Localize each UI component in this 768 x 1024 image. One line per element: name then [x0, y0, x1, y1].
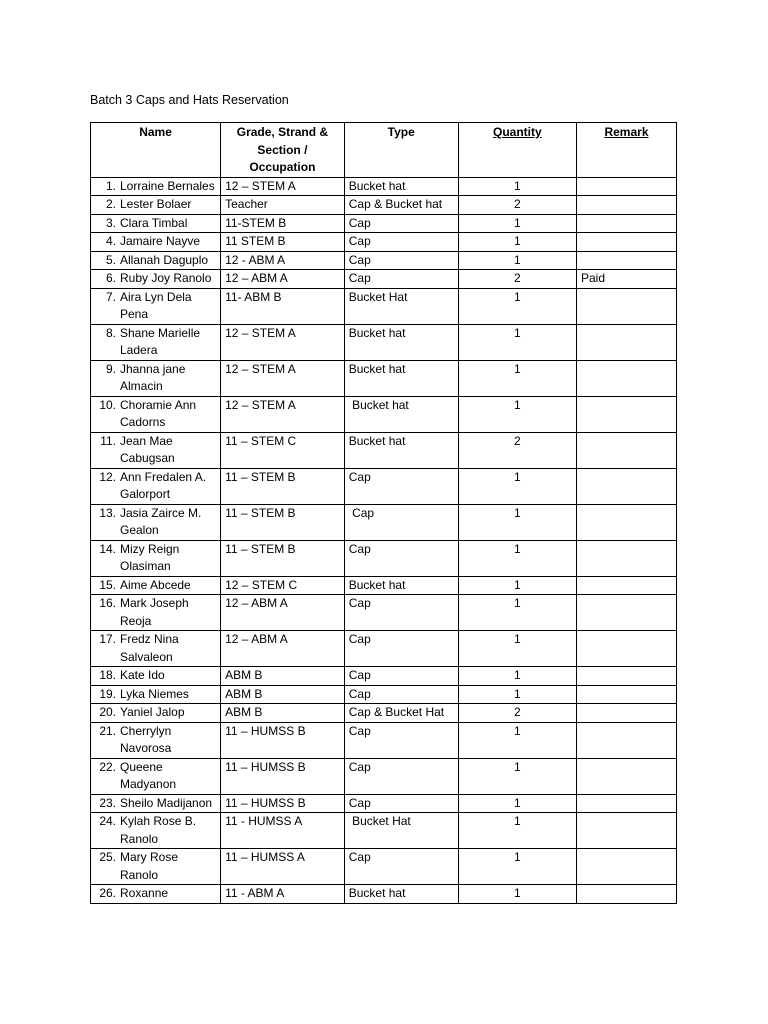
remark-cell	[576, 722, 676, 758]
remark-cell	[576, 177, 676, 196]
grade-cell: 11 – HUMSS A	[221, 849, 345, 885]
person-name: Roxanne	[120, 886, 169, 900]
person-name: Queene Madyanon	[120, 759, 177, 791]
table-header-row	[91, 123, 677, 178]
quantity-cell: 1	[458, 251, 576, 270]
table-row	[91, 813, 677, 849]
type-cell: Cap	[344, 794, 458, 813]
table-row	[91, 685, 677, 704]
name-cell	[91, 595, 221, 631]
name-cell	[91, 849, 221, 885]
quantity-cell: 1	[458, 631, 576, 667]
table-row	[91, 722, 677, 758]
table-row	[91, 468, 677, 504]
remark-cell	[576, 685, 676, 704]
quantity-cell: 1	[458, 667, 576, 686]
type-cell: Cap	[344, 631, 458, 667]
row-number: 10.	[99, 397, 116, 412]
type-cell: Bucket Hat	[344, 288, 458, 324]
row-number: 4.	[105, 234, 116, 248]
quantity-cell: 1	[458, 758, 576, 794]
row-number: 9.	[105, 361, 116, 376]
name-cell	[91, 324, 221, 360]
type-cell: Bucket Hat	[344, 813, 458, 849]
quantity-cell: 1	[458, 468, 576, 504]
name-cell	[91, 288, 221, 324]
table-row	[91, 504, 677, 540]
name-cell	[91, 468, 221, 504]
grade-cell: 11 – HUMSS B	[221, 794, 345, 813]
person-name: Jhanna jane Almacin	[120, 361, 186, 393]
row-number: 3.	[105, 215, 116, 230]
remark-cell	[576, 704, 676, 723]
remark-cell	[576, 813, 676, 849]
grade-cell: ABM B	[221, 685, 345, 704]
name-cell	[91, 794, 221, 813]
table-row	[91, 849, 677, 885]
type-cell: Cap	[344, 595, 458, 631]
table-row	[91, 667, 677, 686]
name-cell	[91, 233, 221, 252]
grade-cell: 12 – ABM A	[221, 631, 345, 667]
table-row	[91, 177, 677, 196]
person-name: Mark Joseph Reoja	[120, 596, 189, 628]
remark-cell	[576, 196, 676, 215]
remark-cell	[576, 233, 676, 252]
type-cell: Bucket hat	[344, 885, 458, 904]
person-name: Shane Marielle Ladera	[120, 325, 201, 357]
person-name: Jasia Zairce M. Gealon	[120, 505, 202, 537]
person-name: Lyka Niemes	[120, 686, 189, 701]
grade-cell: 12 – STEM A	[221, 177, 345, 196]
quantity-cell: 1	[458, 540, 576, 576]
table-row	[91, 324, 677, 360]
grade-cell: 12 - ABM A	[221, 251, 345, 270]
type-cell: Cap	[344, 468, 458, 504]
person-name: Mary Rose Ranolo	[120, 850, 179, 882]
row-number: 15.	[99, 577, 116, 592]
table-row	[91, 631, 677, 667]
name-cell	[91, 432, 221, 468]
person-name: Allanah Daguplo	[120, 252, 209, 267]
row-number: 23.	[99, 795, 116, 810]
row-number: 19.	[99, 686, 116, 701]
person-name: Jamaire Nayve	[120, 234, 201, 248]
row-number: 26.	[99, 886, 116, 900]
grade-cell: 11-STEM B	[221, 214, 345, 233]
remark-cell	[576, 432, 676, 468]
name-cell	[91, 667, 221, 686]
type-cell: Cap	[344, 233, 458, 252]
quantity-cell: 1	[458, 360, 576, 396]
header-remark: Remark	[576, 123, 676, 178]
person-name: Choramie Ann Cadorns	[120, 397, 197, 429]
grade-cell: 11- ABM B	[221, 288, 345, 324]
name-cell	[91, 396, 221, 432]
table-row	[91, 794, 677, 813]
grade-cell: 12 – STEM C	[221, 576, 345, 595]
row-number: 5.	[105, 252, 116, 267]
remark-cell	[576, 595, 676, 631]
type-cell: Cap	[344, 685, 458, 704]
type-cell: Bucket hat	[344, 576, 458, 595]
person-name: Jean Mae Cabugsan	[120, 433, 175, 465]
name-cell	[91, 177, 221, 196]
table-row	[91, 396, 677, 432]
type-cell: Cap	[344, 251, 458, 270]
table-row	[91, 360, 677, 396]
type-cell: Cap	[344, 849, 458, 885]
row-number: 20.	[99, 705, 116, 719]
row-number: 6.	[105, 271, 116, 285]
grade-cell: 11 - ABM A	[221, 885, 345, 904]
grade-cell: 11 – STEM B	[221, 504, 345, 540]
quantity-cell: 2	[458, 270, 576, 289]
person-name: Kylah Rose B. Ranolo	[120, 814, 197, 846]
name-cell	[91, 270, 221, 289]
remark-cell	[576, 794, 676, 813]
remark-cell	[576, 214, 676, 233]
name-cell	[91, 685, 221, 704]
row-number: 7.	[105, 289, 116, 304]
name-cell	[91, 540, 221, 576]
row-number: 8.	[105, 325, 116, 340]
grade-cell: Teacher	[221, 196, 345, 215]
quantity-cell: 1	[458, 685, 576, 704]
type-cell: Cap	[344, 270, 458, 289]
remark-cell	[576, 504, 676, 540]
remark-cell	[576, 667, 676, 686]
quantity-cell: 2	[458, 432, 576, 468]
quantity-cell: 1	[458, 288, 576, 324]
table-row	[91, 576, 677, 595]
grade-cell: 11 STEM B	[221, 233, 345, 252]
remark-cell	[576, 576, 676, 595]
quantity-cell: 1	[458, 504, 576, 540]
header-quantity: Quantity	[458, 123, 576, 178]
person-name: Aime Abcede	[120, 577, 191, 592]
quantity-cell: 1	[458, 595, 576, 631]
quantity-cell: 1	[458, 849, 576, 885]
grade-cell: ABM B	[221, 704, 345, 723]
grade-cell: ABM B	[221, 667, 345, 686]
row-number: 2.	[105, 197, 116, 211]
remark-cell	[576, 251, 676, 270]
person-name: Lester Bolaer	[120, 197, 192, 211]
row-number: 18.	[99, 668, 116, 682]
header-name: Name	[91, 123, 221, 178]
row-number: 24.	[99, 814, 116, 828]
type-cell: Bucket hat	[344, 360, 458, 396]
remark-cell	[576, 758, 676, 794]
grade-cell: 12 – ABM A	[221, 595, 345, 631]
name-cell	[91, 704, 221, 723]
table-row	[91, 595, 677, 631]
row-number: 11.	[100, 433, 116, 448]
quantity-cell: 1	[458, 233, 576, 252]
quantity-cell: 1	[458, 214, 576, 233]
row-number: 25.	[99, 850, 116, 864]
remark-cell	[576, 849, 676, 885]
remark-cell	[576, 540, 676, 576]
table-row	[91, 704, 677, 723]
name-cell	[91, 758, 221, 794]
row-number: 13.	[99, 505, 116, 520]
header-type: Type	[344, 123, 458, 178]
name-cell	[91, 576, 221, 595]
remark-cell: Paid	[576, 270, 676, 289]
type-cell: Cap & Bucket Hat	[344, 704, 458, 723]
table-row	[91, 251, 677, 270]
type-cell: Cap	[344, 722, 458, 758]
remark-cell	[576, 360, 676, 396]
person-name: Cherrylyn Navorosa	[120, 723, 172, 755]
quantity-cell: 2	[458, 704, 576, 723]
quantity-cell: 1	[458, 794, 576, 813]
row-number: 12.	[99, 469, 116, 484]
person-name: Ann Fredalen A. Galorport	[120, 469, 207, 501]
name-cell	[91, 631, 221, 667]
grade-cell: 11 – STEM B	[221, 468, 345, 504]
person-name: Fredz Nina Salvaleon	[120, 632, 179, 664]
name-cell	[91, 251, 221, 270]
quantity-cell: 1	[458, 576, 576, 595]
table-row	[91, 432, 677, 468]
row-number: 17.	[99, 632, 116, 646]
quantity-cell: 1	[458, 722, 576, 758]
table-row	[91, 233, 677, 252]
table-row	[91, 196, 677, 215]
remark-cell	[576, 631, 676, 667]
name-cell	[91, 214, 221, 233]
table-row	[91, 885, 677, 904]
person-name: Mizy Reign Olasiman	[120, 541, 180, 573]
type-cell: Bucket hat	[344, 396, 458, 432]
header-grade: Grade, Strand & Section / Occupation	[221, 123, 345, 178]
person-name: Yaniel Jalop	[120, 705, 185, 719]
row-number: 21.	[99, 723, 116, 738]
row-number: 22.	[99, 759, 116, 774]
remark-cell	[576, 288, 676, 324]
type-cell: Cap	[344, 540, 458, 576]
grade-cell: 11 - HUMSS A	[221, 813, 345, 849]
person-name: Kate Ido	[120, 668, 165, 682]
name-cell	[91, 504, 221, 540]
type-cell: Cap	[344, 667, 458, 686]
name-cell	[91, 813, 221, 849]
remark-cell	[576, 468, 676, 504]
grade-cell: 12 – ABM A	[221, 270, 345, 289]
person-name: Lorraine Bernales	[120, 178, 215, 193]
table-row	[91, 270, 677, 289]
person-name: Sheilo Madijanon	[120, 795, 213, 810]
row-number: 1.	[105, 178, 116, 193]
grade-cell: 11 – HUMSS B	[221, 722, 345, 758]
quantity-cell: 1	[458, 396, 576, 432]
name-cell	[91, 722, 221, 758]
type-cell: Cap	[344, 758, 458, 794]
name-cell	[91, 360, 221, 396]
type-cell: Bucket hat	[344, 177, 458, 196]
remark-cell	[576, 324, 676, 360]
table-row	[91, 214, 677, 233]
table-row	[91, 758, 677, 794]
quantity-cell: 2	[458, 196, 576, 215]
type-cell: Cap & Bucket hat	[344, 196, 458, 215]
type-cell: Bucket hat	[344, 432, 458, 468]
row-number: 14.	[99, 541, 116, 556]
reservation-table	[90, 122, 677, 904]
person-name: Ruby Joy Ranolo	[120, 271, 212, 285]
type-cell: Bucket hat	[344, 324, 458, 360]
grade-cell: 11 – HUMSS B	[221, 758, 345, 794]
grade-cell: 11 – STEM C	[221, 432, 345, 468]
document-title: Batch 3 Caps and Hats Reservation	[90, 93, 289, 107]
person-name: Clara Timbal	[120, 215, 188, 230]
table-row	[91, 540, 677, 576]
quantity-cell: 1	[458, 177, 576, 196]
name-cell	[91, 885, 221, 904]
remark-cell	[576, 396, 676, 432]
table-row	[91, 288, 677, 324]
quantity-cell: 1	[458, 813, 576, 849]
person-name: Aira Lyn Dela Pena	[120, 289, 192, 321]
quantity-cell: 1	[458, 885, 576, 904]
type-cell: Cap	[344, 504, 458, 540]
quantity-cell: 1	[458, 324, 576, 360]
remark-cell	[576, 885, 676, 904]
grade-cell: 11 – STEM B	[221, 540, 345, 576]
row-number: 16.	[99, 596, 116, 610]
grade-cell: 12 – STEM A	[221, 396, 345, 432]
name-cell	[91, 196, 221, 215]
grade-cell: 12 – STEM A	[221, 324, 345, 360]
grade-cell: 12 – STEM A	[221, 360, 345, 396]
type-cell: Cap	[344, 214, 458, 233]
